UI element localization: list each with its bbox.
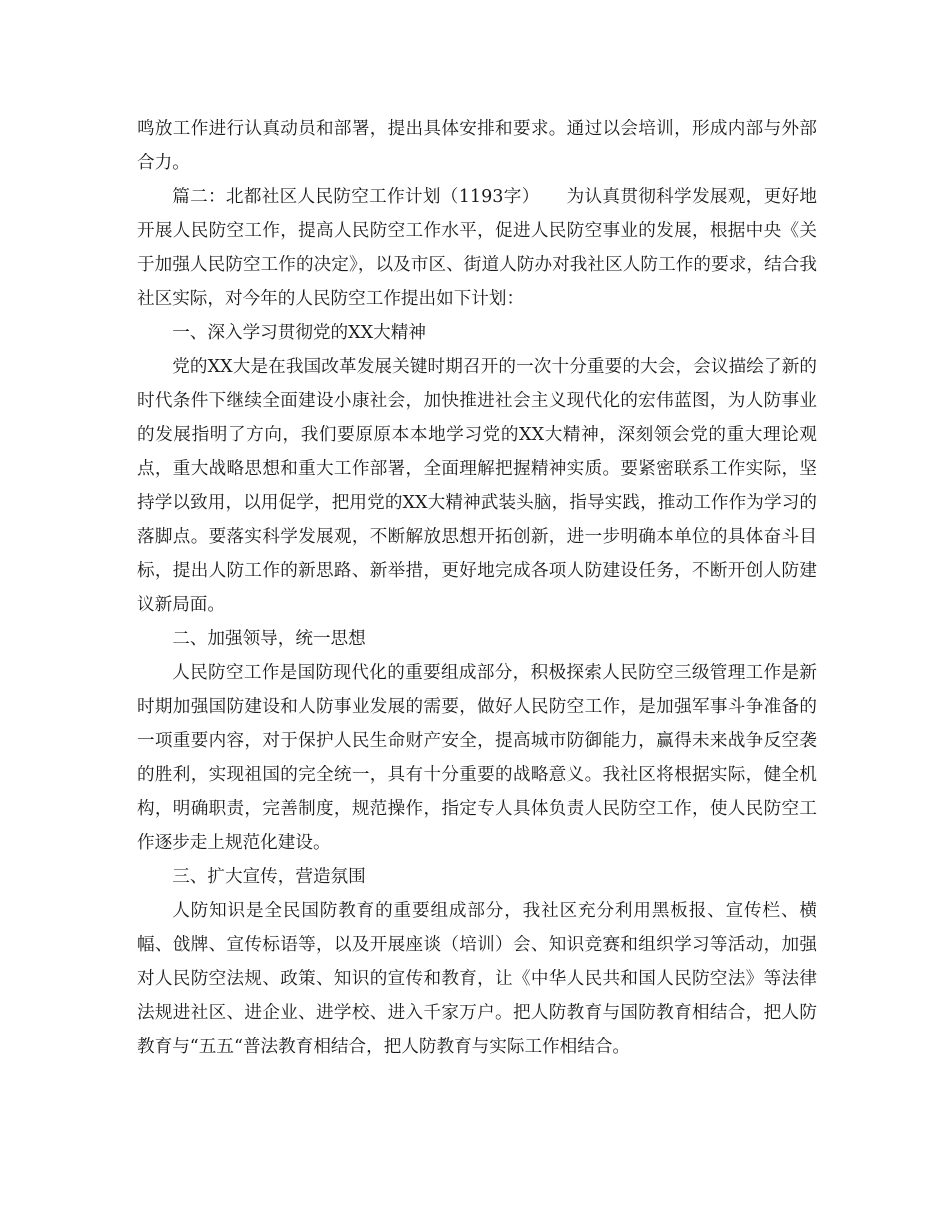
paragraph-section-2: 人民防空工作是国防现代化的重要组成部分，积极探索人民防空三级管理工作是新时期加强国防建设和人防事业发展的需要，做好人民防空工作，是加强军事斗争准备的一项重要内容，对于保护人民生命财产安全，提高城市防御能力，赢得未来战争反空袭的胜利，实现祖国的完全统一，具有十分重要的战略意义。我社区将根据实际，健全机构，明确职责，完善制度，规范操作，指定专人具体负责人民防空工作，使人民防空工作逐步走上规范化建设。 (137, 663, 817, 853)
section-heading-3: 三、扩大宣传，营造氛围 (172, 867, 366, 887)
section-heading-1: 一、深入学习贯彻党的XX大精神 (172, 323, 426, 343)
section-heading-2: 二、加强领导，统一思想 (172, 629, 366, 649)
paragraph-continuation: 鸣放工作进行认真动员和部署，提出具体安排和要求。通过以会培训，形成内部与外部合力。 (137, 119, 817, 173)
paragraph-section-3: 人防知识是全民国防教育的重要组成部分，我社区充分利用黑板报、宣传栏、横幅、戗牌、宣传标语等，以及开展座谈（培训）会、知识竞赛和组织学习等活动，加强对人民防空法规、政策、知识的宣传和教育，让《中华人民共和国人民防空法》等法律法规进社区、进企业、进学校、进入千家万户。把人防教育与国防教育相结合，把人防教育与“五五“普法教育相结合，把人防教育与实际工作相结合。 (137, 901, 817, 1057)
paragraph-intro: 篇二：北都社区人民防空工作计划（1193字） 为认真贯彻科学发展观，更好地开展人民防空工作，提高人民防空工作水平，促进人民防空事业的发展，根据中央《关于加强人民防空工作的决定》，以及市区、街道人防办对我社区人防工作的要求，结合我社区实际，对今年的人民防空工作提出如下计划： (137, 187, 817, 309)
document-body (137, 112, 817, 1064)
paragraph-section-1: 党的XX大是在我国改革发展关键时期召开的一次十分重要的大会，会议描绘了新的时代条件下继续全面建设小康社会，加快推进社会主义现代化的宏伟蓝图，为人防事业的发展指明了方向，我们要原原本本地学习党的XX大精神，深刻领会党的重大理论观点，重大战略思想和重大工作部署，全面理解把握精神实质。要紧密联系工作实际，坚持学以致用，以用促学，把用党的XX大精神武装头脑，指导实践，推动工作作为学习的落脚点。要落实科学发展观，不断解放思想开拓创新，进一步明确本单位的具体奋斗目标，提出人防工作的新思路、新举措，更好地完成各项人防建设任务，不断开创人防建议新局面。 (137, 357, 817, 615)
